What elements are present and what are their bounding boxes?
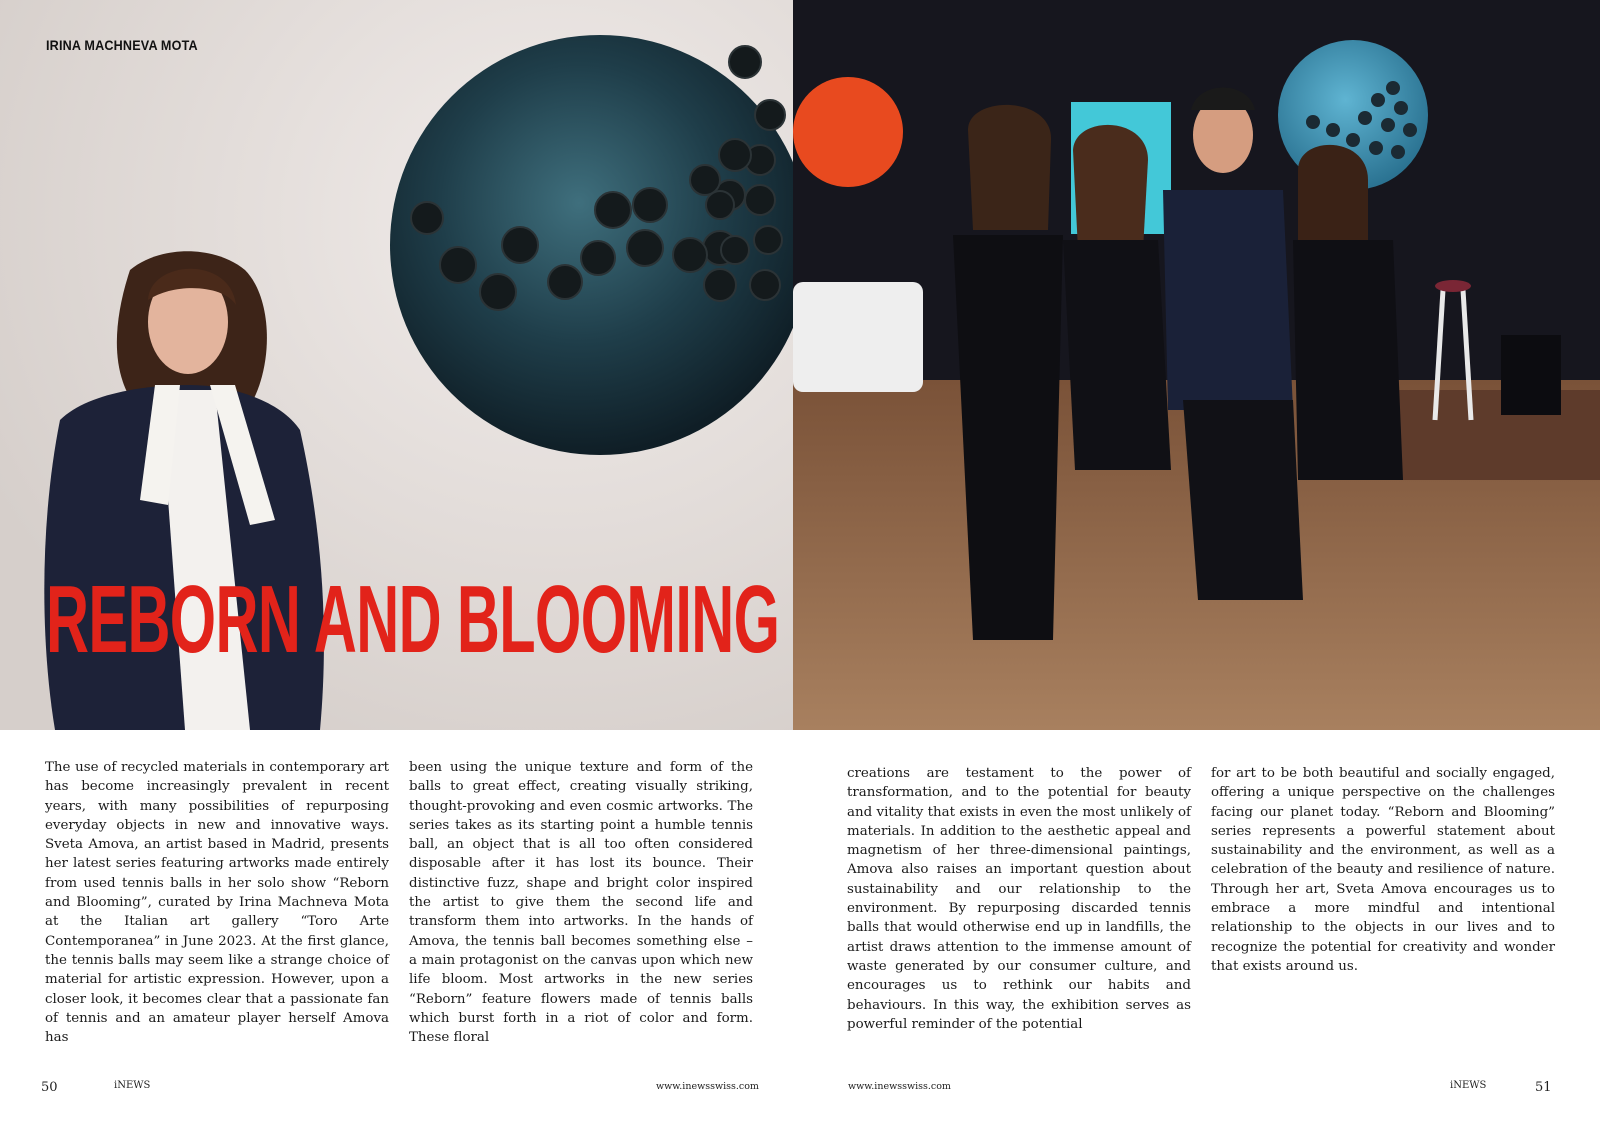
right-brand-name: iNEWS [1450, 1080, 1487, 1091]
right-website-link[interactable]: www.inewsswiss.com [848, 1081, 951, 1092]
article-column-1: The use of recycled materials in contemporary art has become increasingly prevalent in recent years, with many possibilities of repurposing everyday objects in new and innovative ways. Sveta Amova, an artist based in Madrid, presents her latest series featuring artworks made entirely from used tennis balls in her solo show “Reborn and Blooming”, curated by Irina Machneva Mota at the Italian art gallery “Toro Arte Contemporanea” in June 2023. At the first glance, the tennis balls may seem like a strange choice of material for artistic expression. However, upon a closer look, it becomes clear that a passionate fan of tennis and an amateur player herself Amova has [45, 760, 389, 1046]
gallery-group-photo [793, 0, 1600, 730]
gallery-group-illustration [793, 0, 1600, 730]
right-page-number: 51 [1535, 1080, 1552, 1095]
left-brand-name: iNEWS [114, 1080, 151, 1091]
author-name: IRINA MACHNEVA MOTA [46, 37, 198, 53]
article-column-2: been using the unique texture and form of the balls to great effect, creating visually striking, thought-provoking and even cosmic artworks. The series takes as its starting point a humble tennis ball, an object that is all too often considered disposable after it has lost its bounce. Their distinctive fuzz, shape and bright color inspired the artist to give them the second life and transform them into artworks. In the hands of Amova, the tennis ball becomes something else – a main protagonist on the canvas upon which new life bloom. Most artworks in the new series “Reborn” feature flowers made of tennis balls which burst forth in a riot of color and form. These floral [409, 760, 753, 1046]
article-column-3: creations are testament to the power of transformation, and to the potential for beauty and vitality that exists in even the most unlikely of materials. In addition to the aesthetic appeal and magnetism of her three-dimensional paintings, Amova also raises an important question about sustainability and our relationship to the environment. By repurposing discarded tennis balls that would otherwise end up in landfills, the artist draws attention to the immense amount of waste generated by our consumer culture, and encourages us to rethink our habits and behaviours. In this way, the exhibition serves as powerful reminder of the potential [847, 766, 1191, 1032]
article-column-4: for art to be both beautiful and socially engaged, offering a unique perspective on the challenges facing our planet today. “Reborn and Blooming” series represents a powerful statement about sustainability and the environment, as well as a celebration of the beauty and resilience of nature. Through her art, Sveta Amova encourages us to embrace a more mindful and intentional relationship to the objects in our lives and to recognize the potential for creativity and wonder that exists around us. [1211, 766, 1555, 974]
article-headline: REBORN AND BLOOMING [46, 566, 780, 673]
left-page-number: 50 [41, 1080, 58, 1095]
left-website-link[interactable]: www.inewsswiss.com [656, 1081, 759, 1092]
